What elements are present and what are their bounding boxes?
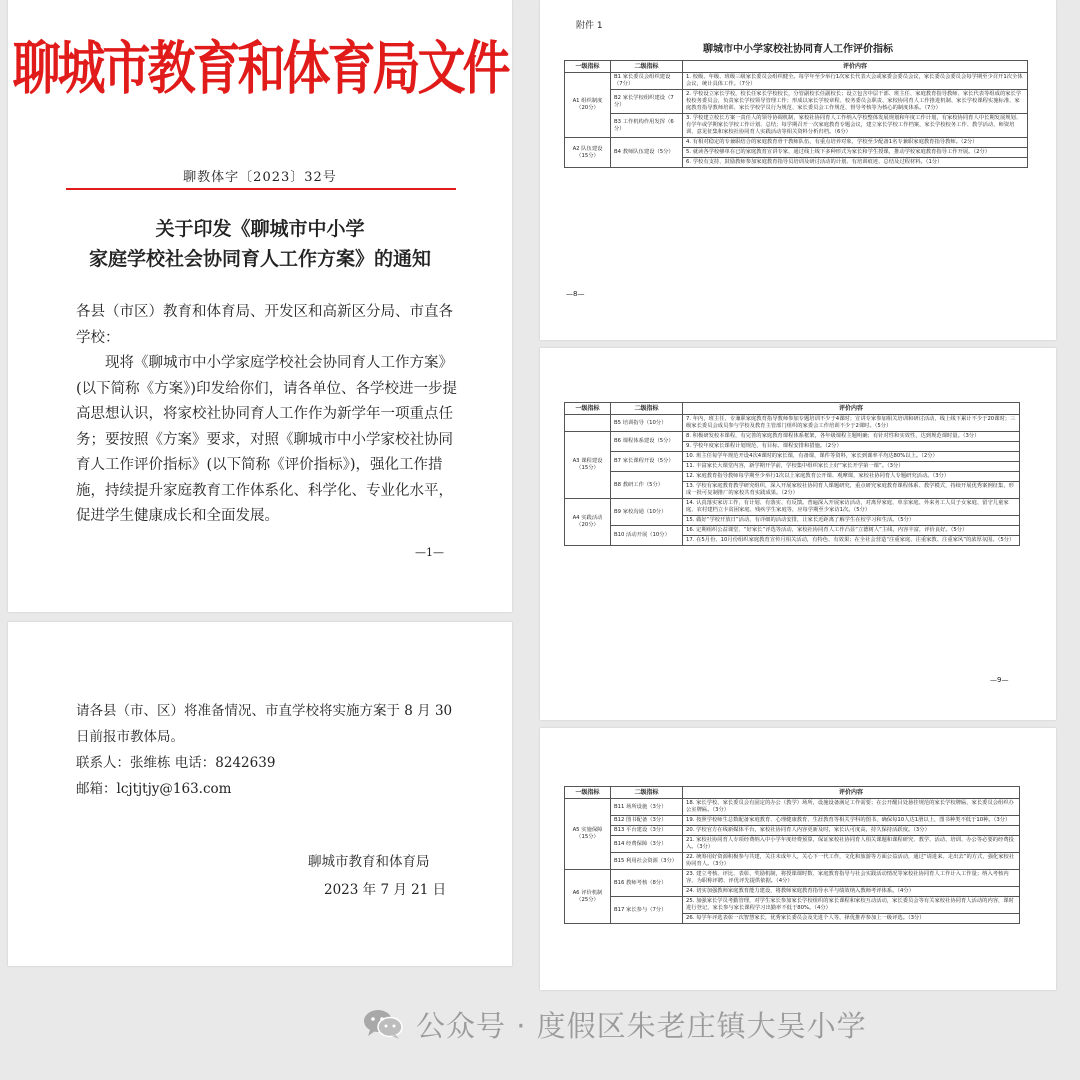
- level2-cell: B4 教师队伍建设（5分）: [611, 138, 683, 168]
- table-row: [565, 499, 1020, 516]
- content-cell: 5. 就读各学校够单在已的家庭教育宣讲专家，通过线上线下多种形式为家长和学生授课，推动学校家庭教育指导工作开展。（2分）: [683, 148, 1028, 158]
- level2-cell: B8 教研工作（5分）: [611, 472, 683, 499]
- table-row: [565, 472, 1020, 482]
- level2-cell: B16 教师考核（8分）: [611, 870, 683, 897]
- column-header: 评价内容: [683, 403, 1020, 415]
- table-row: [565, 870, 1020, 887]
- content-cell: 2. 学校设立家长学校，校长任家长学校校长，分管副校长任副校长；设立包含中层干部、班主任、家庭教育指导教师、家长代表等组成的家长学校校务委员会，负责家长学校领导管理工作；形成以家长学校章程、校务委员会职责、家校协同育人工作推进机制、家长学校课程实施标准、家庭教育指导教师培训、家长学校学员行为规范、家长委员会工作规范、督导考核等为核心的制度体系。（7分）: [683, 90, 1028, 114]
- content-cell: 15. 做好“学校开放日”活动，有详细的活动安排，让家长近距离了解学生在校学习和生活。（5分）: [683, 516, 1020, 526]
- content-cell: 1. 校级、年级、班级三级家长委员会组织健全。每学年至少举行1次家长代表大会或家委会委员会议，家长委员会委员会每学期至少召开1次全体会议，统计具体工作。（7分）: [683, 73, 1028, 90]
- document-header: 聊城市教育和体育局文件: [12, 35, 508, 103]
- content-cell: 10. 班主任每学年规范开设4次4课时的家长课，有备课，课件等资料，家长到课率平均达80%以上。（2分）: [683, 452, 1020, 462]
- content-cell: 9. 学校年度家长课程计划规范，有目标、课程安排和措施。（2分）: [683, 442, 1020, 452]
- level2-cell: B1 家长委员会组织建设（7分）: [611, 73, 683, 90]
- table-row: [565, 526, 1020, 536]
- red-divider: [66, 188, 456, 190]
- level1-cell: [565, 415, 611, 432]
- content-cell: 3. 学校建立校长方案一责任人的领导协调机制，家校社协同育人工作纳入学校整体发展规划和年度工作计划，有家校协同育人中长期发展规划、有学年或学期家长学校工作计划、总结；每学期召开一次家庭教育专题会议，建立家长学校工作档案，家长学校校务工作、教学活动、师资培训、意见征集和家校社协同育人实践活动等相关资料分析归档。（6分）: [683, 114, 1028, 138]
- content-cell: 25. 加强家长学员考勤管理，对学生家长参加家长学校组织的家长课程和家校互动活动，家长委员会等有关家校社协同育人活动的内容，课时进行登记，家长参与家长课程学习出勤率不低于80%。（4分）: [683, 897, 1020, 914]
- level2-cell: B15 利用社会资源（3分）: [611, 853, 683, 870]
- level2-cell: B17 家长参与（7分）: [611, 897, 683, 924]
- table-title: 聊城市中小学家校社协同育人工作评价指标: [703, 44, 893, 55]
- level2-cell: B7 家长课程开设（5分）: [611, 452, 683, 472]
- content-cell: 21. 家校社协同育人专项经费纳入中小学年度经费预算，保证家校社协同育人相关课题和课程研究、教学、活动、培训、办公等必要的经费投入。（3分）: [683, 836, 1020, 853]
- level1-cell: A3 课程建设（15分）: [565, 432, 611, 499]
- level1-cell: A6 评价机制（25分）: [565, 870, 611, 924]
- content-cell: 26. 每学年评选表彰一次智慧家长，优秀家长委员会及先进个人等，择优推荐参加上一级评选。（3分）: [683, 914, 1020, 924]
- page-number: —9—: [990, 676, 1009, 684]
- column-header: 一级指标: [565, 787, 611, 799]
- content-cell: 13. 学校有家庭教育教学研究组织，深入开展家校社协同育人课题研究，重点研究家庭教育课程体系、教学模式，持续开展优秀案例征集，形成一批可复制推广的家校共育实践成果。（2分）: [683, 482, 1020, 499]
- watermark: [362, 1004, 867, 1044]
- table-row: [565, 853, 1020, 870]
- table-row: [565, 90, 1028, 114]
- table-row: [565, 114, 1028, 138]
- content-cell: 11. 丰富家长大课堂内容，新学期开学前，学校集中组织家长上好“家长开学第一课”。（3分）: [683, 462, 1020, 472]
- level2-cell: B11 场所设施（3分）: [611, 799, 683, 816]
- content-cell: 12. 家庭教育指导教师每学期至少举行1次以上家庭教育公开课、观摩课，家校社协同育人专题研究活动。（3分）: [683, 472, 1020, 482]
- table-row: [565, 432, 1020, 442]
- contact-line: 联系人：张维栋 电话：8242639: [76, 755, 276, 771]
- content-cell: 8. 积极研发校本课程，有完善的家庭教育课程体系框架，各年级课程主题明确；有针对性和实效性，达到规范课时量。（3分）: [683, 432, 1020, 442]
- level2-cell: B9 家校沟通（10分）: [611, 499, 683, 526]
- addressee: 各县（市区）教育和体育局、开发区和高新区分局、市直各学校：: [76, 304, 453, 346]
- document-number: 聊教体字〔2023〕32号: [183, 170, 337, 185]
- column-header: 二级指标: [611, 787, 683, 799]
- content-cell: 4. 有相对稳定的专兼职结合的家庭教育骨干教师队伍，有重点培养对象，学校至少配备1名专兼职家庭教育指导教师。（2分）: [683, 138, 1028, 148]
- level1-cell: A5 实施保障（15分）: [565, 799, 611, 870]
- document-page-2: [8, 622, 512, 966]
- content-cell: 22. 统筹用好资源积极参与共建，关注未成年人，关心下一代工作，文化和旅游等方面公益活动，通过“请进来、走出去”的方式，强化家校社协同育人。（3分）: [683, 853, 1020, 870]
- page-number: —8—: [566, 290, 585, 298]
- level2-cell: B10 活动开展（10分）: [611, 526, 683, 546]
- document-page-1: [8, 0, 512, 612]
- column-header: 评价内容: [683, 787, 1020, 799]
- content-cell: 20. 学校官方在线新媒体平台，家校社协同育人内容更新及时，家长认可度高，持久保持活跃度。（3分）: [683, 826, 1020, 836]
- table-row: [565, 826, 1020, 836]
- table-row: [565, 73, 1028, 90]
- table-row: [565, 452, 1020, 462]
- level1-cell: A2 队伍建设（15分）: [565, 138, 611, 168]
- deadline-paragraph: 请各县（市、区）将准备情况、市直学校将实施方案于 8 月 30 日前报市教体局。: [76, 703, 453, 745]
- table-row: [565, 897, 1020, 914]
- content-cell: 24. 切实加强教师家庭教育能力建设，将教师家庭教育指导水平与绩效纳入教师考评体系。（4分）: [683, 887, 1020, 897]
- level1-cell: A1 组织制度（20分）: [565, 73, 611, 138]
- evaluation-table: [564, 786, 1020, 924]
- column-header: 评价内容: [683, 61, 1028, 73]
- table-row: [565, 415, 1020, 432]
- level2-cell: B6 课程体系建设（5分）: [611, 432, 683, 452]
- level2-cell: B2 家长学校组织建设（7分）: [611, 90, 683, 114]
- table-row: [565, 836, 1020, 853]
- evaluation-table: [564, 60, 1028, 168]
- level1-cell: A4 实践活动（20分）: [565, 499, 611, 546]
- wechat-icon: [362, 1008, 404, 1040]
- body-paragraph: 现将《聊城市中小学家庭学校社会协同育人工作方案》(以下简称《方案》)印发给你们，请各单位、各学校进一步提高思想认识，将家校社协同育人工作作为新学年一项重点任务；要按照《方案》要求，对照《聊城市中小学家校社协同育人工作评价指标》(以下简称《评价指标》)，强化工作措施，持续提升家庭教育工作体系化、科学化、专业化水平，促进学生健康成长和全面发展。: [76, 355, 458, 524]
- notice-title: [8, 214, 512, 274]
- page-number: —1—: [415, 546, 444, 559]
- evaluation-table: [564, 402, 1020, 546]
- level2-cell: B5 培训指导（10分）: [611, 415, 683, 432]
- level2-cell: B12 图书配备（3分）: [611, 816, 683, 826]
- signature-organization: 聊城市教育和体育局: [308, 854, 430, 870]
- content-cell: 7. 年内，班主任、专兼职家庭教育指导教师参加专题培训不少于4课时；宣讲专家参加相关培训和研讨活动，线上线下累计不少于20课时；三级家长委员会成员参与学校及教育主管部门组织的家委会工作培训不少于2课时。（5分）: [683, 415, 1020, 432]
- notice-body: [76, 300, 460, 530]
- watermark-text: 公众号 · 度假区朱老庄镇大吴小学: [416, 1008, 867, 1043]
- notice-title-line-2: 家庭学校社会协同育人工作方案》的通知: [88, 248, 431, 270]
- level2-cell: B13 平台建设（3分）: [611, 826, 683, 836]
- column-header: 二级指标: [611, 61, 683, 73]
- content-cell: 14. 认真落实家访工作，有计划、有落实、有反馈。普遍深入开展家访活动，对离异家庭、单亲家庭、外来务工人员子女家庭、留守儿童家庭、农村建档立卡贫困家庭、残疾学生家庭等，应每学期至少家访1次。（5分）: [683, 499, 1020, 516]
- column-header: 一级指标: [565, 403, 611, 415]
- content-cell: 23. 建立考核、评比、表彰、奖励机制，将授课课时数、家庭教育指导与社会实践活动情况等家校社协同育人工作计入工作量；纳入考核内容，为职称评聘、评优评先提供依据。（4分）: [683, 870, 1020, 887]
- column-header: 二级指标: [611, 403, 683, 415]
- content-cell: 16. 定期组织公益课堂、“好家长”评选等活动，家校社协同育人工作凸显“立德树人”主线，内容丰富，评价良好。（5分）: [683, 526, 1020, 536]
- content-cell: 17. 在5月份、10月份组织家庭教育宣传月相关活动，有特色、有效果；在全社会营造“注重家庭、注重家教、注重家风”的浓厚氛围。（5分）: [683, 536, 1020, 546]
- column-header: 一级指标: [565, 61, 611, 73]
- table-page-3: [540, 728, 1056, 990]
- table-page-1: [540, 0, 1056, 340]
- content-cell: 6. 学校有支持、鼓励教师参加家庭教育指导员培训及研讨活动的计划、有培训痕迹、总结及过程材料。（1分）: [683, 158, 1028, 168]
- content-cell: 18. 家长学校、家长委员会有固定的办公（教学）场所，设施设备满足工作需要；在公开醒目处悬挂规范的家长学校牌匾，家长委员会组织办公室牌匾。（3分）: [683, 799, 1020, 816]
- table-page-2: [540, 348, 1056, 720]
- table-row: [565, 138, 1028, 148]
- level2-cell: B14 经费保障（3分）: [611, 836, 683, 853]
- table-row: [565, 816, 1020, 826]
- content-cell: 19. 按照学校师生总数配备家庭教育、心理健康教育、生涯教育等相关学科的图书，确保每10人达1册以上，图书种类不低于10种。（3分）: [683, 816, 1020, 826]
- table-row: [565, 799, 1020, 816]
- notice-body-continued: [76, 698, 460, 802]
- email-line: 邮箱：lcjtjtjy@163.com: [76, 781, 232, 797]
- level2-cell: B3 工作机构作用发挥（6分）: [611, 114, 683, 138]
- notice-title-line-1: 关于印发《聊城市中小学: [155, 218, 365, 240]
- attachment-label: 附件 1: [576, 21, 603, 31]
- signature-date: 2023 年 7 月 21 日: [324, 882, 447, 898]
